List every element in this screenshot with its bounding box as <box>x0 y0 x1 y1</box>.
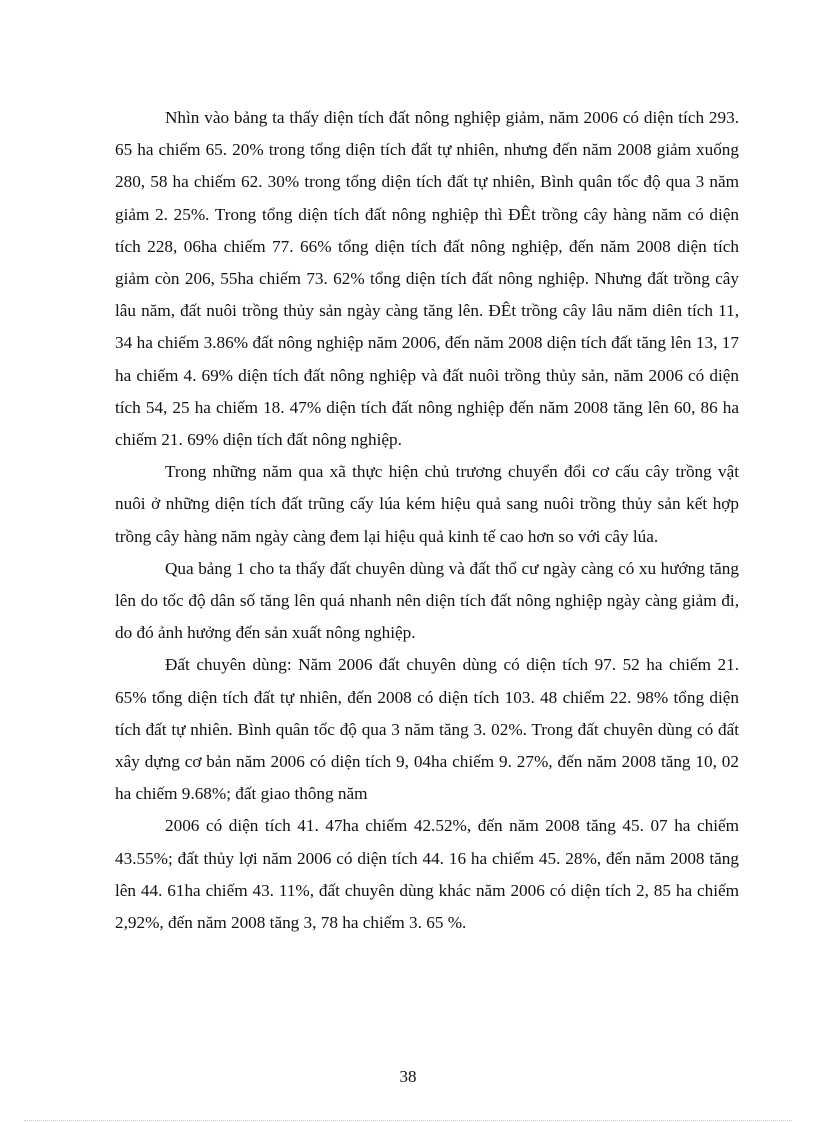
paragraph-specialized-land-continued: 2006 có diện tích 41. 47ha chiếm 42.52%, đến năm 2008 tăng 45. 07 ha chiếm 43.55%; đất thủy lợi năm 2006 có diện tích 44. 16 ha chiếm 45. 28%, đến năm 2008 tăng lên 44. 61ha chiếm 43. 11%, đất chuyên dùng khác năm 2006 có diện tích 2, 85 ha chiếm 2,92%, đến năm 2008 tăng 3, 78 ha chiếm 3. 65 %. <box>115 816 739 933</box>
paragraph-crop-conversion: Trong những năm qua xã thực hiện chủ trương chuyển đổi cơ cấu cây trồng vật nuôi ở những diện tích đất trũng cấy lúa kém hiệu quả sang nuôi trồng thủy sản kết hợp trồng cây hàng năm ngày càng đem lại hiệu quả kinh tế cao hơn so với cây lúa. <box>115 462 739 546</box>
page-bottom-divider <box>24 1120 792 1121</box>
body-text <box>115 102 739 939</box>
page-number: 38 <box>399 1067 417 1086</box>
paragraph-agricultural-land: Nhìn vào bảng ta thấy diện tích đất nông nghiệp giảm, năm 2006 có diện tích 293. 65 ha chiếm 65. 20% trong tổng diện tích đất tự nhiên, nhưng đến năm 2008 giảm xuống 280, 58 ha chiếm 62. 30% trong tổng diện tích đất tự nhiên, Bình quân tốc độ qua 3 năm giảm 2. 25%. Trong tổng diện tích đất nông nghiệp thì ĐÊt trồng cây hàng năm có diện tích 228, 06ha chiếm 77. 66% tổng diện tích đất nông nghiệp, đến năm 2008 diện tích giảm còn 206, 55ha chiếm 73. 62% tổng diện tích đất nông nghiệp. Nhưng đất trồng cây lâu năm, đất nuôi trồng thủy sản ngày càng tăng lên. ĐÊt trồng cây lâu năm diên tích 11, 34 ha chiếm 3.86% đất nông nghiệp năm 2006, đến năm 2008 diện tích đất tăng lên 13, 17 ha chiếm 4. 69% diện tích đất nông nghiệp và đất nuôi trồng thủy sản, năm 2006 có diện tích 54, 25 ha chiếm 18. 47% diện tích đất nông nghiệp đến năm 2008 tăng lên 60, 86 ha chiếm 21. 69% diện tích đất nông nghiệp. <box>115 108 739 450</box>
paragraph-specialized-land: Đất chuyên dùng: Năm 2006 đất chuyên dùng có diện tích 97. 52 ha chiếm 21. 65% tổng diện tích đất tự nhiên, đến 2008 có diện tích 103. 48 chiếm 22. 98% tổng diện tích đất tự nhiên. Bình quân tốc độ qua 3 năm tăng 3. 02%. Trong đất chuyên dùng có đất xây dựng cơ bản năm 2006 có diện tích 9, 04ha chiếm 9. 27%, đến năm 2008 tăng 10, 02 ha chiếm 9.68%; đất giao thông năm <box>115 655 739 804</box>
paragraph-specialized-land-trend: Qua bảng 1 cho ta thấy đất chuyên dùng và đất thổ cư ngày càng có xu hướng tăng lên do tốc độ dân số tăng lên quá nhanh nên diện tích đất nông nghiệp ngày càng giảm đi, do đó ảnh hưởng đến sản xuất nông nghiệp. <box>115 558 739 643</box>
